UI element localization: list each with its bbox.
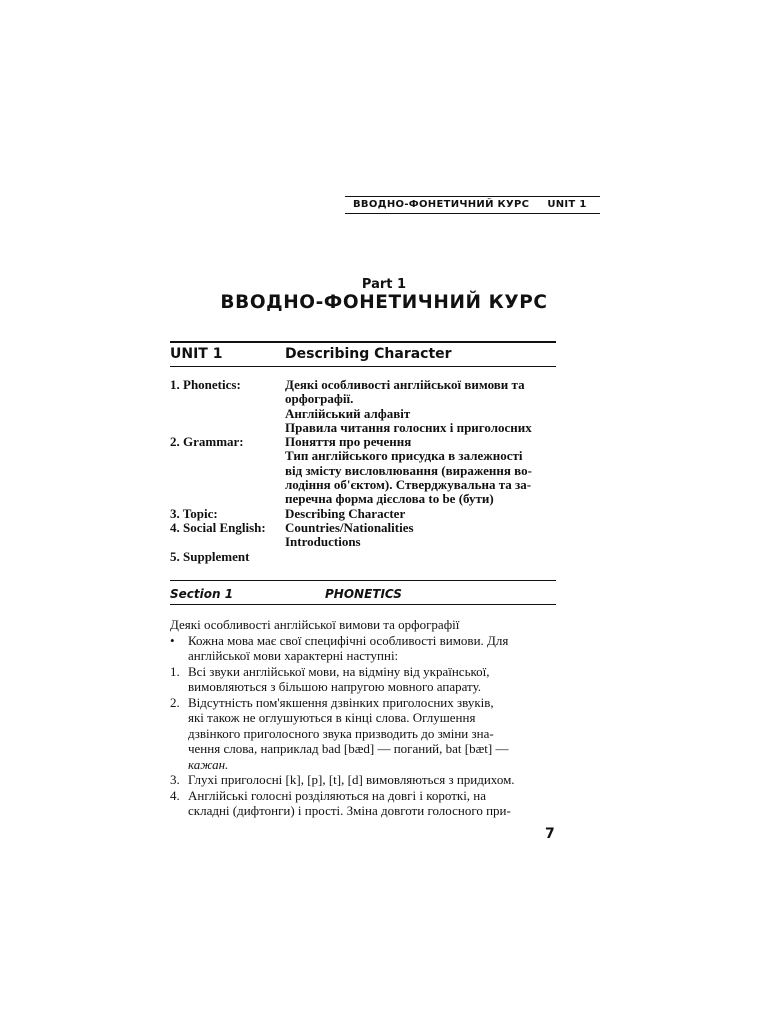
contents-row-grammar <box>170 435 565 506</box>
part-title: ВВОДНО-ФОНЕТИЧНИЙ КУРС <box>220 292 548 313</box>
contents-line: Правила читання голосних і приголосних <box>285 419 532 435</box>
list-line: дзвінкого приголосного звука призводить до зміни зна- <box>188 725 494 741</box>
contents-value <box>285 507 565 521</box>
body-text <box>170 617 565 819</box>
contents-key: 2. Grammar: <box>170 434 244 450</box>
body-heading: Деякі особливості англійської вимови та орфографії <box>170 617 460 632</box>
unit-label: UNIT 1 <box>170 346 223 362</box>
running-head-unit: UNIT 1 <box>547 199 587 210</box>
list-number: 3. <box>170 772 180 787</box>
running-head-rule-bottom <box>345 213 600 214</box>
section-title: PHONETICS <box>325 587 402 601</box>
contents-value <box>285 378 565 435</box>
contents-line: Тип англійського присудка в залежності <box>285 448 523 464</box>
bullet-line <box>170 633 565 649</box>
contents-row-topic <box>170 507 565 521</box>
list-item-1 <box>170 664 565 695</box>
list-line <box>170 664 565 680</box>
list-item-4 <box>170 788 565 819</box>
part-label: Part 1 <box>361 277 407 292</box>
list-line: чення слова, наприклад bad [bæd] — поганий, bat [bæt] — <box>188 741 509 756</box>
page-number: 7 <box>545 826 555 842</box>
unit-contents <box>170 378 565 564</box>
contents-key: 3. Topic: <box>170 505 218 521</box>
contents-line: Introductions <box>285 534 361 550</box>
section-rule-top <box>170 580 556 581</box>
contents-key: 5. Supplement <box>170 548 250 564</box>
unit-rule-bottom <box>170 366 556 367</box>
running-head <box>353 199 587 210</box>
contents-line: Деякі особливості англійської вимови та <box>285 377 525 392</box>
list-line: складні (дифтонги) і прості. Зміна довготи голосного при- <box>188 803 511 818</box>
list-line <box>170 695 565 711</box>
unit-rule-top <box>170 341 556 343</box>
list-line: кажан. <box>188 756 229 772</box>
unit-topic: Describing Character <box>285 346 452 362</box>
list-number: 1. <box>170 663 180 679</box>
contents-row-phonetics <box>170 378 565 435</box>
list-item-2 <box>170 695 565 773</box>
contents-line: перечна форма дієслова to be (бути) <box>285 491 494 507</box>
contents-value <box>285 550 565 564</box>
bullet-line: англійської мови характерні наступні: <box>188 648 399 663</box>
section-rule-bottom <box>170 604 556 605</box>
list-text: Англійські голосні розділяються на довгі і короткі, на <box>188 787 487 803</box>
contents-row-supplement <box>170 550 565 564</box>
contents-key: 1. Phonetics: <box>170 377 241 392</box>
contents-line: Англійський алфавіт <box>285 405 411 421</box>
contents-key: 4. Social English: <box>170 519 266 535</box>
contents-line: лодіння об'єктом). Стверджувальна та за- <box>285 477 532 493</box>
list-line <box>170 772 565 788</box>
list-number: 2. <box>170 694 180 710</box>
contents-row-social-english <box>170 521 565 550</box>
section-label: Section 1 <box>170 587 234 601</box>
contents-line: Поняття про речення <box>285 434 412 450</box>
list-line: вимовляються з більшою напругою мовного апарату. <box>188 679 482 694</box>
contents-line: Describing Character <box>285 505 406 521</box>
running-head-title: ВВОДНО-ФОНЕТИЧНИЙ КУРС <box>353 199 530 210</box>
contents-value <box>285 435 565 506</box>
bullet-text: Кожна мова має свої специфічні особливості вимови. Для <box>188 632 509 648</box>
contents-line: від змісту висловлювання (вираження во- <box>285 462 532 478</box>
list-item-3 <box>170 772 565 788</box>
list-text: Глухі приголосні [k], [p], [t], [d] вимовляються з придихом. <box>188 772 515 787</box>
contents-line: орфографії. <box>285 391 354 407</box>
list-line <box>170 788 565 804</box>
list-text: Всі звуки англійської мови, на відміну від української, <box>188 663 490 679</box>
contents-value <box>285 521 565 550</box>
bullet-marker: • <box>170 632 175 648</box>
list-text: Відсутність пом'якшення дзвінких приголосних звуків, <box>188 694 494 710</box>
running-head-rule-top <box>345 196 600 197</box>
list-number: 4. <box>170 787 180 803</box>
list-line: які також не оглушуються в кінці слова. Оглушення <box>188 710 476 725</box>
contents-line: Countries/Nationalities <box>285 519 414 535</box>
bullet-paragraph <box>170 633 565 664</box>
